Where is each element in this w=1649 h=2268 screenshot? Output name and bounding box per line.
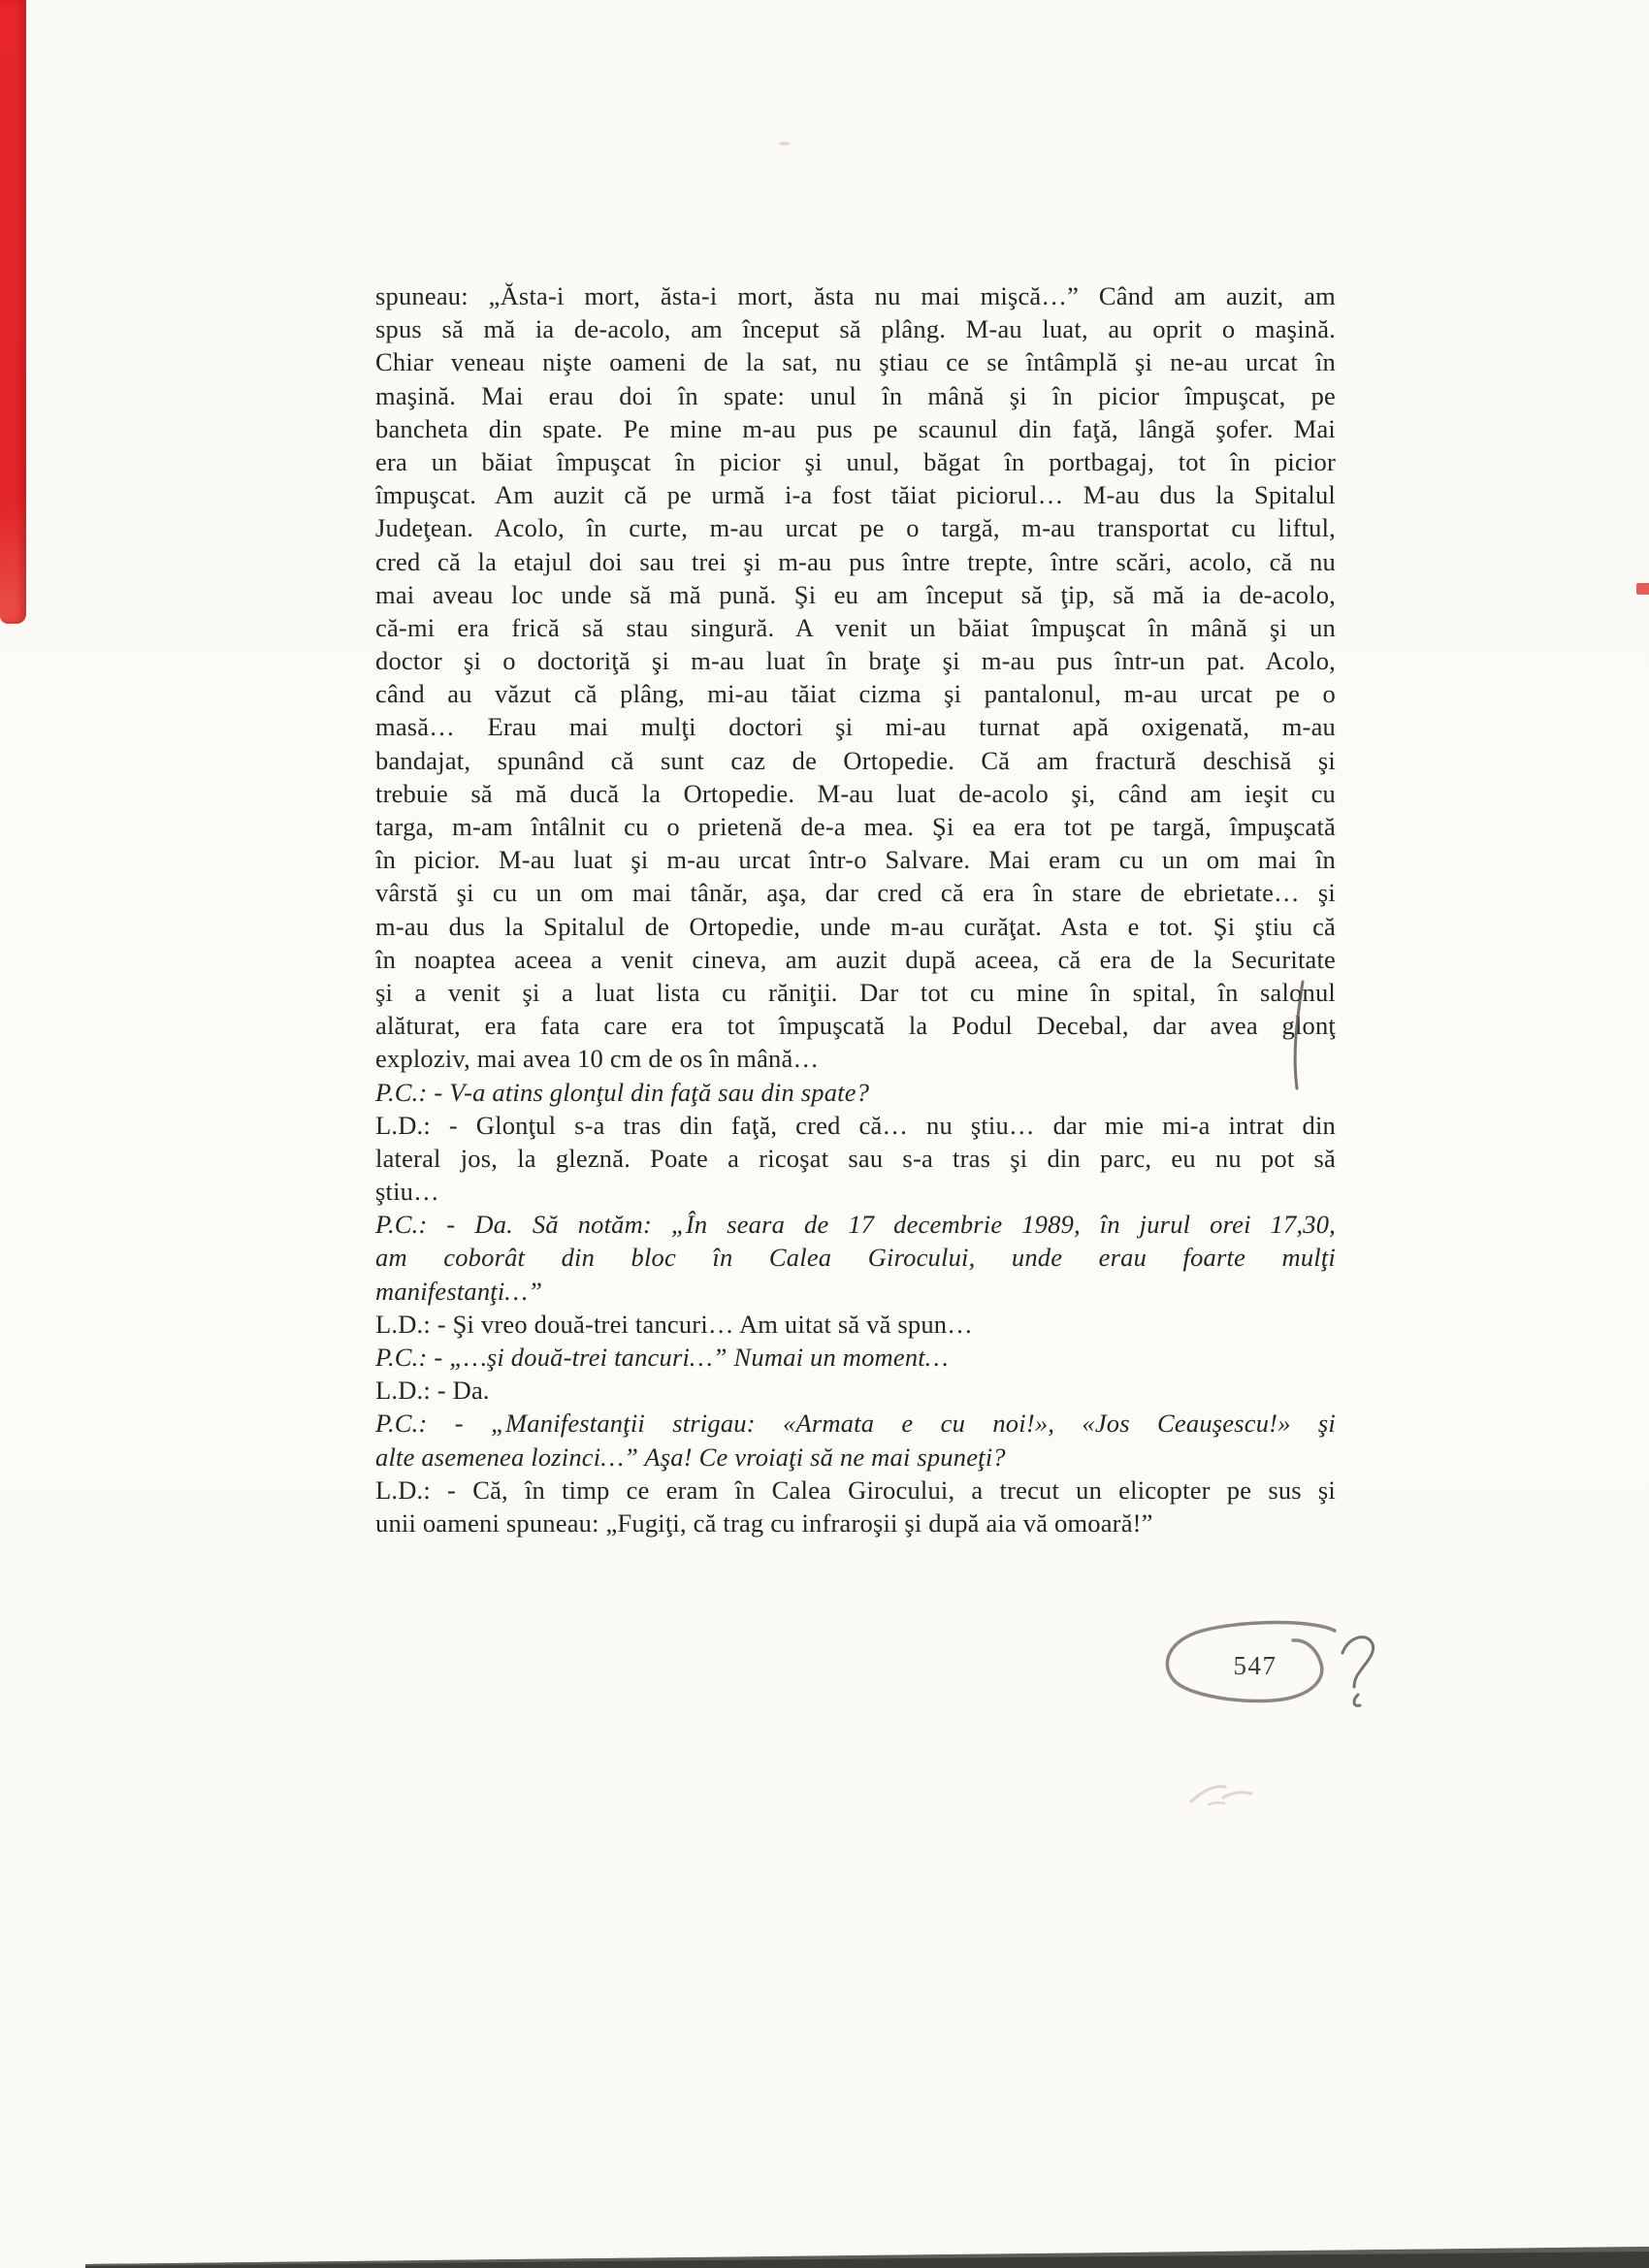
text-line: bancheta din spate. Pe mine m-au pus pe scaunul din faţă, lângă şofer. Mai	[375, 413, 1336, 443]
text-line: ştiu…	[375, 1177, 439, 1207]
text-line: Chiar veneau nişte oameni de la sat, nu ştiau ce se întâmplă şi ne-au urcat în	[375, 347, 1336, 377]
text-line: L.D.: - Şi vreo două-trei tancuri… Am uitat să vă spun…	[375, 1309, 973, 1339]
page-number: 547	[1233, 1651, 1277, 1680]
text-line: şi a venit şi a luat lista cu răniţii. Dar tot cu mine în spital, în salonul	[375, 977, 1336, 1007]
text-line: în picior. M-au luat şi m-au urcat într-o Salvare. Mai eram cu un om mai în	[375, 845, 1336, 875]
text-line: unii oameni spuneau: „Fugiţi, că trag cu infraroşii şi după aia vă omoară!”	[375, 1507, 1153, 1538]
text-line: alăturat, era fata care era tot împuşcată la Podul Decebal, dar avea glonţ	[375, 1011, 1336, 1041]
text-line: P.C.: - V-a atins glonţul din faţă sau din spate?	[375, 1077, 870, 1107]
text-line: am coborât din bloc în Calea Girocului, unde erau foarte mulţi	[375, 1243, 1336, 1273]
text-line: maşină. Mai erau doi în spate: unul în mână şi în picior împuşcat, pe	[375, 380, 1336, 410]
text-line: doctor şi o doctoriţă şi m-au luat în braţe şi m-au pus într-un pat. Acolo,	[375, 646, 1336, 676]
text-line: spus să mă ia de-acolo, am început să plâng. M-au luat, au oprit o maşină.	[375, 314, 1336, 344]
text-line: L.D.: - Da.	[375, 1376, 490, 1406]
text-line: cred că la etajul doi sau trei şi m-au pus între trepte, între scări, acolo, că nu	[375, 546, 1336, 576]
text-line: m-au dus la Spitalul de Ortopedie, unde m-au curăţat. Asta e tot. Şi ştiu că	[375, 911, 1336, 941]
text-line: spuneau: „Ăsta-i mort, ăsta-i mort, ăsta nu mai mişcă…” Când am auzit, am	[375, 281, 1336, 310]
text-line: targa, m-am întâlnit cu o prietenă de-a mea. Şi ea era tot pe targă, împuşcată	[375, 812, 1336, 841]
text-line: masă… Erau mai mulţi doctori şi mi-au turnat apă oxigenată, m-au	[375, 712, 1336, 742]
text-line: mai aveau loc unde să mă pună. Şi eu am început să ţip, să mă ia de-acolo,	[375, 579, 1336, 609]
text-line: L.D.: - Glonţul s-a tras din faţă, cred că… nu ştiu… dar mie mi-a intrat din	[375, 1110, 1336, 1140]
text-line: în noaptea aceea a venit cineva, am auzit după aceea, că era de la Securitate	[375, 944, 1336, 974]
text-line: trebuie să mă ducă la Ortopedie. M-au luat de-acolo şi, când am ieşit cu	[375, 778, 1336, 808]
text-line: lateral jos, la gleznă. Poate a ricoşat sau s-a tras şi din parc, eu nu pot să	[375, 1143, 1336, 1173]
text-line: L.D.: - Că, în timp ce eram în Calea Girocului, a trecut un elicopter pe sus şi	[375, 1474, 1336, 1505]
text-line: P.C.: - Da. Să notăm: „În seara de 17 decembrie 1989, în jurul orei 17,30,	[375, 1210, 1336, 1240]
text-line: P.C.: - „Manifestanţii strigau: «Armata e cu noi!», «Jos Ceauşescu!» şi	[375, 1409, 1336, 1439]
text-line: exploziv, mai avea 10 cm de os în mână…	[375, 1044, 820, 1074]
text-line: era un băiat împuşcat în picior şi unul, băgat în portbagaj, tot în picior	[375, 446, 1336, 476]
text-line: când au văzut că plâng, mi-au tăiat cizma şi pantalonul, m-au urcat pe o	[375, 679, 1336, 709]
text-line: că-mi era frică să stau singură. A venit un băiat împuşcat în mână şi un	[375, 612, 1336, 642]
text-line: manifestanţi…”	[375, 1276, 543, 1306]
text-line: vârstă şi cu un om mai tânăr, aşa, dar cred că era în stare de ebrietate… şi	[375, 878, 1336, 908]
text-line: P.C.: - „…şi două-trei tancuri…” Numai un moment…	[375, 1343, 949, 1372]
text-line: alte asemenea lozinci…” Aşa! Ce vroiaţi să ne mai spuneţi?	[375, 1442, 1006, 1472]
text-line: împuşcat. Am auzit că pe urmă i-a fost tăiat piciorul… M-au dus la Spitalul	[375, 480, 1336, 510]
text-line: Judeţean. Acolo, în curte, m-au urcat pe o targă, m-au transportat cu liftul,	[375, 513, 1336, 543]
text-line: bandajat, spunând că sunt caz de Ortopedie. Că am fractură deschisă şi	[375, 745, 1336, 775]
